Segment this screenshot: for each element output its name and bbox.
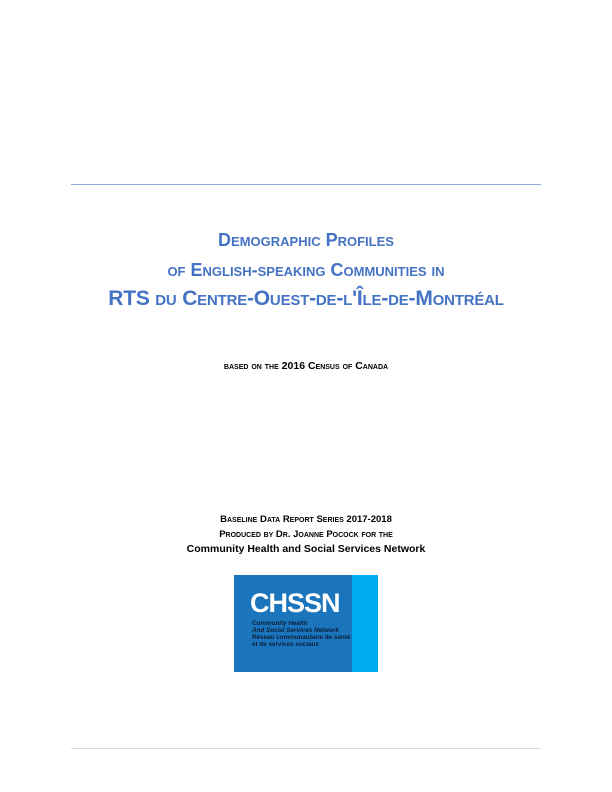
logo-english-line-2: And Social Services Network xyxy=(252,627,339,634)
report-title-line-3: RTS du Centre-Ouest-de-l'Île-de-Montréal xyxy=(108,287,504,310)
logo-wordmark: CHSSN xyxy=(250,588,340,618)
report-title-line-1: Demographic Profiles xyxy=(218,230,394,250)
series-label: Baseline Data Report Series 2017-2018 xyxy=(220,514,392,525)
report-title-line-2: of English-speaking Communities in xyxy=(167,260,445,280)
logo-english-line-1: Community Health xyxy=(252,620,308,627)
logo-french-line-1: Réseau communautaire de santé xyxy=(252,634,351,641)
logo-french-line-2: et de services sociaux xyxy=(252,641,319,648)
top-divider xyxy=(71,184,541,185)
bottom-divider xyxy=(71,748,541,749)
chssn-logo xyxy=(234,575,378,672)
organization-name: Community Health and Social Services Network xyxy=(186,543,426,555)
report-subtitle: based on the 2016 Census of Canada xyxy=(223,360,389,372)
author-credit: Produced by Dr. Joanne Pocock for the xyxy=(219,529,393,540)
